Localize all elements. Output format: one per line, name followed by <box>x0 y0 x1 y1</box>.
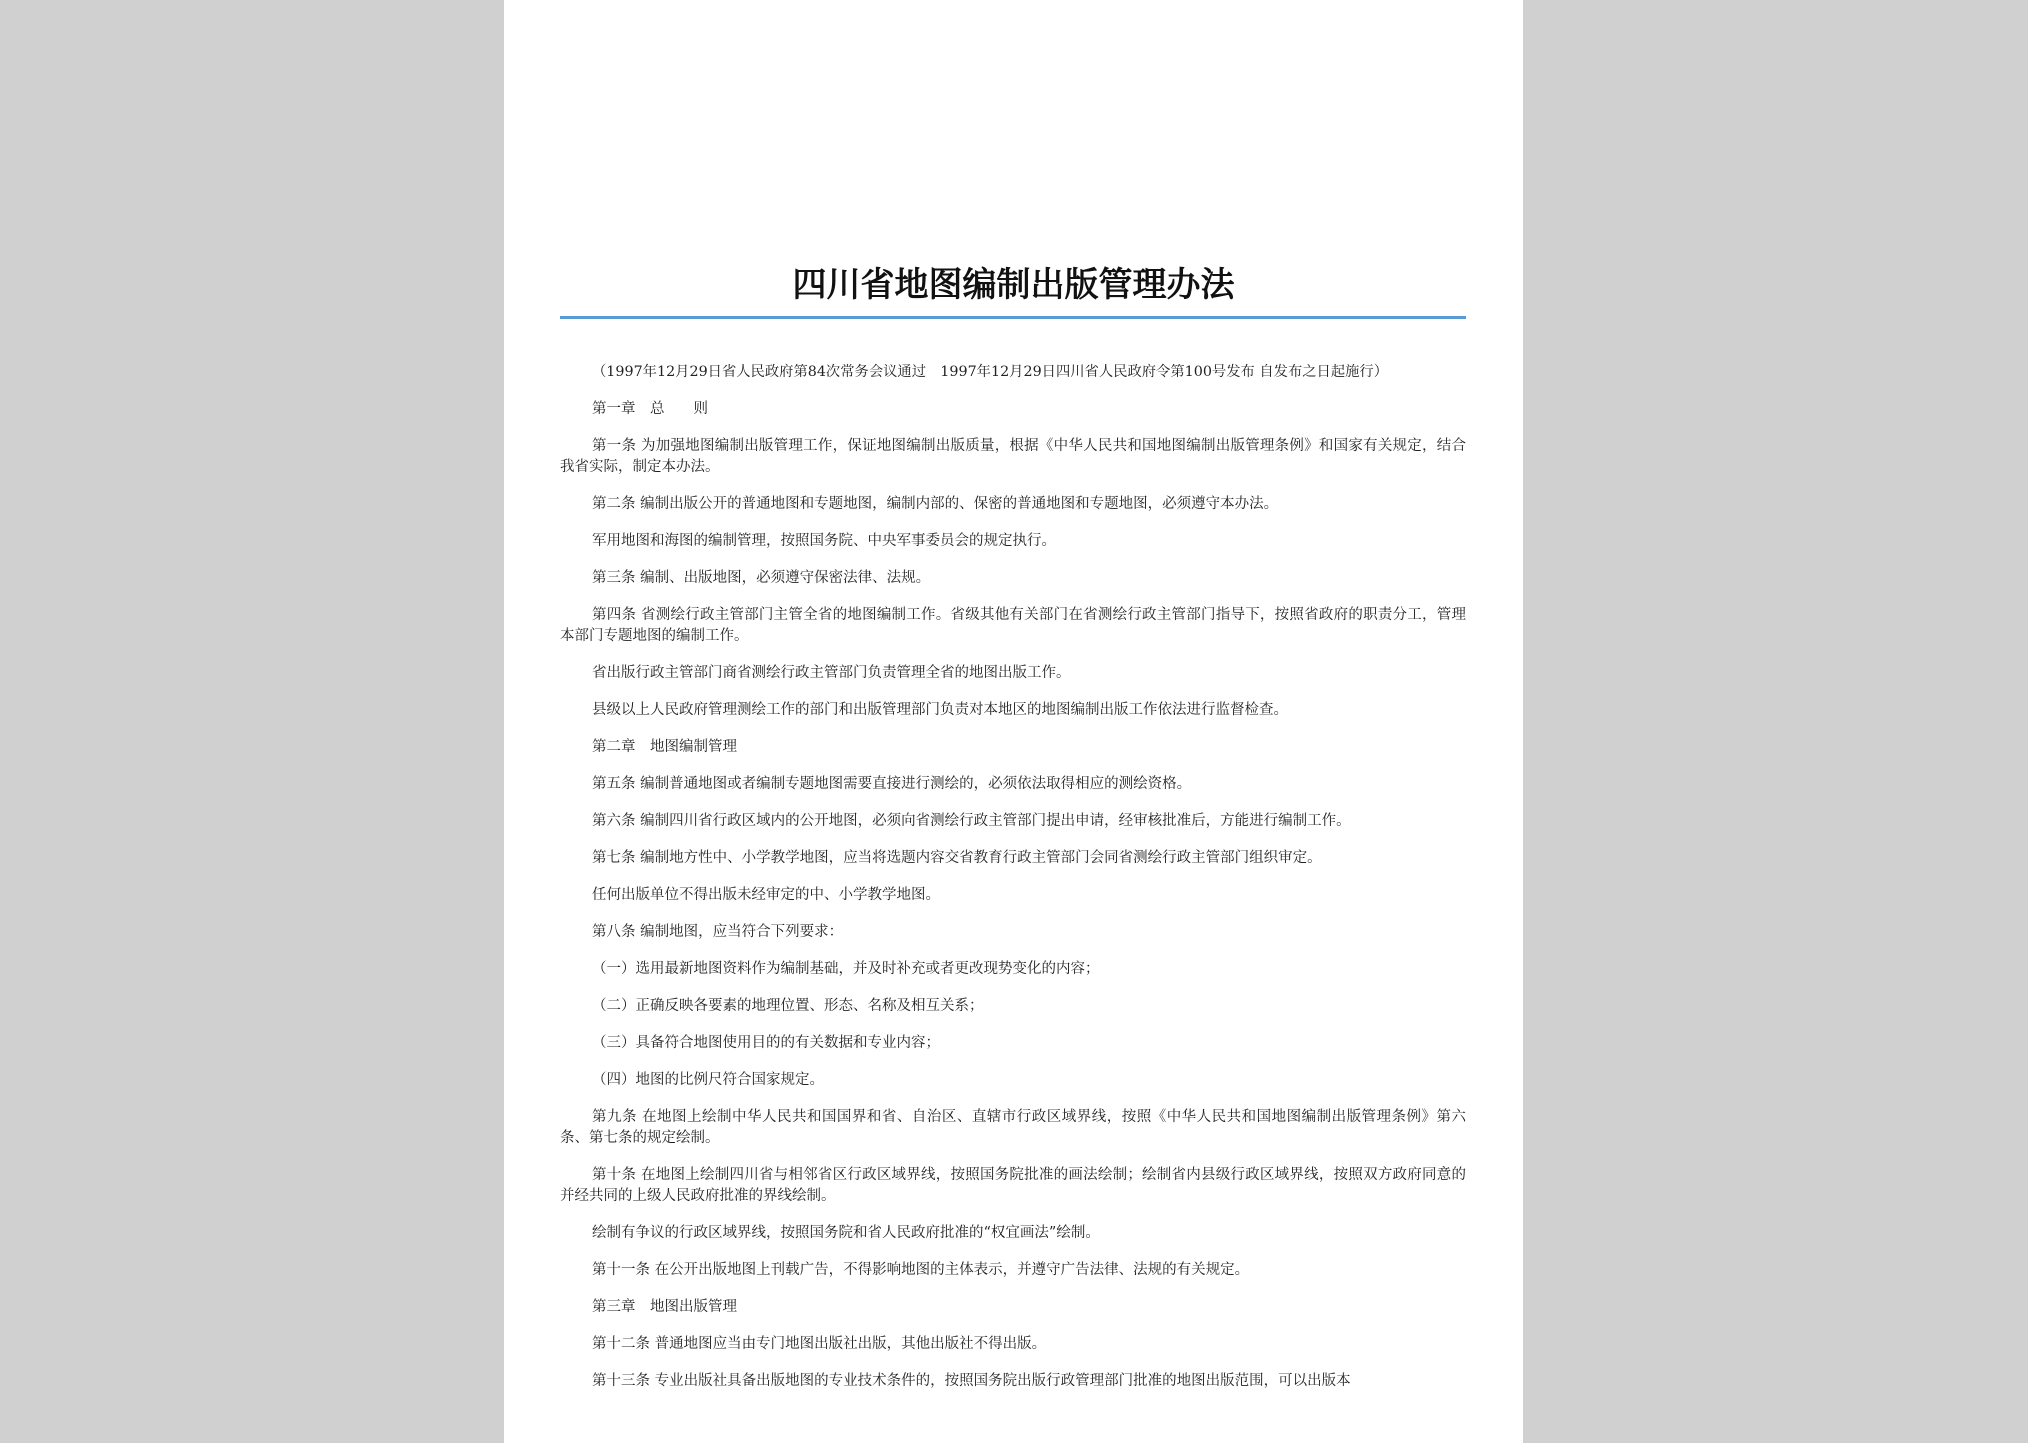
article-paragraph: 第十二条 普通地图应当由专门地图出版社出版，其他出版社不得出版。 <box>592 1336 1047 1352</box>
article-paragraph: 第四条 省测绘行政主管部门主管全省的地图编制工作。省级其他有关部门在省测绘行政主管部门指导下，按照省政府的职责分工，管理本部门专题地图的编制工作。 <box>560 607 1466 644</box>
article-paragraph: 第九条 在地图上绘制中华人民共和国国界和省、自治区、直辖市行政区域界线，按照《中华人民共和国地图编制出版管理条例》第六条、第七条的规定绘制。 <box>560 1109 1466 1146</box>
document-body <box>560 362 1466 1408</box>
article-paragraph: 绘制有争议的行政区域界线，按照国务院和省人民政府批准的“权宜画法”绘制。 <box>592 1225 1100 1241</box>
chapter-heading: 第二章 地图编制管理 <box>592 739 737 755</box>
list-item: （一）选用最新地图资料作为编制基础，并及时补充或者更改现势变化的内容； <box>592 961 1100 977</box>
article-paragraph: 县级以上人民政府管理测绘工作的部门和出版管理部门负责对本地区的地图编制出版工作依法进行监督检查。 <box>592 702 1288 718</box>
article-paragraph: 任何出版单位不得出版未经审定的中、小学教学地图。 <box>592 887 940 903</box>
enactment-note: （1997年12月29日省人民政府第84次常务会议通过 1997年12月29日四川省人民政府令第100号发布 自发布之日起施行） <box>592 364 1389 380</box>
article-paragraph: 军用地图和海图的编制管理，按照国务院、中央军事委员会的规定执行。 <box>592 533 1056 549</box>
article-paragraph: 第七条 编制地方性中、小学教学地图，应当将选题内容交省教育行政主管部门会同省测绘行政主管部门组织审定。 <box>592 850 1322 866</box>
chapter-heading: 第一章 总 则 <box>592 401 708 417</box>
list-item: （二）正确反映各要素的地理位置、形态、名称及相互关系； <box>592 998 984 1014</box>
article-paragraph: 第一条 为加强地图编制出版管理工作，保证地图编制出版质量，根据《中华人民共和国地图编制出版管理条例》和国家有关规定，结合我省实际，制定本办法。 <box>560 438 1466 475</box>
article-paragraph: 省出版行政主管部门商省测绘行政主管部门负责管理全省的地图出版工作。 <box>592 665 1071 681</box>
article-paragraph: 第五条 编制普通地图或者编制专题地图需要直接进行测绘的，必须依法取得相应的测绘资格。 <box>592 776 1192 792</box>
article-paragraph: 第十三条 专业出版社具备出版地图的专业技术条件的，按照国务院出版行政管理部门批准的地图出版范围，可以出版本 <box>592 1373 1351 1389</box>
article-paragraph: 第三条 编制、出版地图，必须遵守保密法律、法规。 <box>592 570 931 586</box>
article-paragraph: 第十一条 在公开出版地图上刊载广告，不得影响地图的主体表示，并遵守广告法律、法规的有关规定。 <box>592 1262 1250 1278</box>
document-title: 四川省地图编制出版管理办法 <box>792 265 1235 305</box>
article-paragraph: 第十条 在地图上绘制四川省与相邻省区行政区域界线，按照国务院批准的画法绘制；绘制省内县级行政区域界线，按照双方政府同意的并经共同的上级人民政府批准的界线绘制。 <box>560 1167 1466 1204</box>
list-item: （四）地图的比例尺符合国家规定。 <box>592 1072 824 1088</box>
chapter-heading: 第三章 地图出版管理 <box>592 1299 737 1315</box>
list-item: （三）具备符合地图使用目的的有关数据和专业内容； <box>592 1035 940 1051</box>
title-underline <box>560 316 1466 319</box>
document-page <box>504 0 1523 1443</box>
article-paragraph: 第八条 编制地图，应当符合下列要求： <box>592 924 844 940</box>
article-paragraph: 第二条 编制出版公开的普通地图和专题地图，编制内部的、保密的普通地图和专题地图，必须遵守本办法。 <box>592 496 1279 512</box>
article-paragraph: 第六条 编制四川省行政区域内的公开地图，必须向省测绘行政主管部门提出申请，经审核批准后，方能进行编制工作。 <box>592 813 1351 829</box>
